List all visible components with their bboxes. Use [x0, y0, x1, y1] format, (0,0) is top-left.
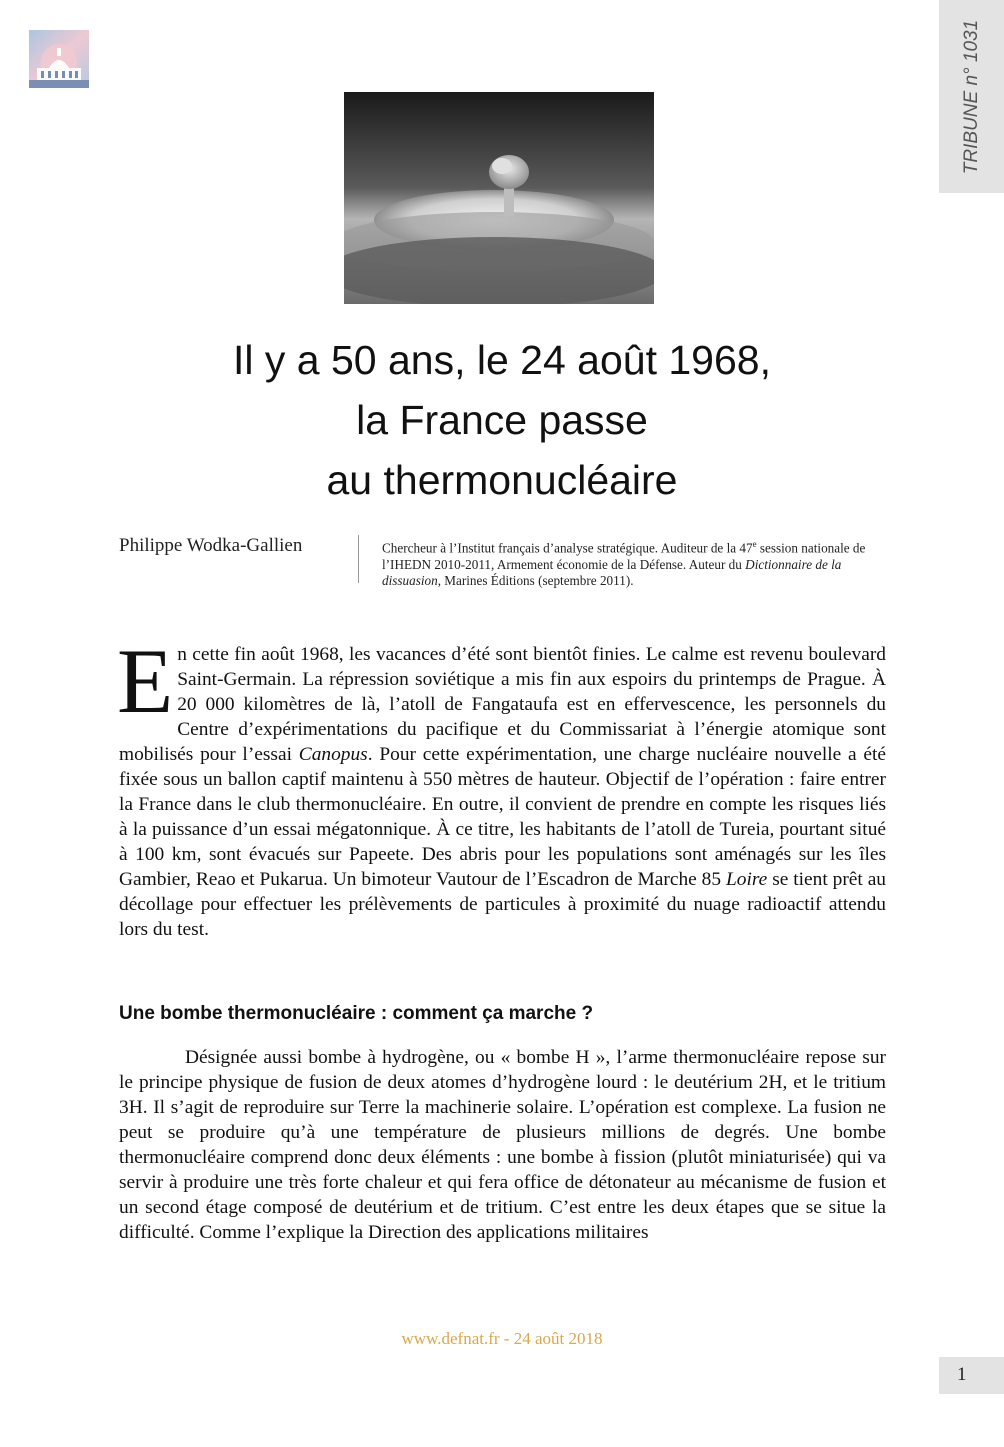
bio-book-title: Dictionnaire de la dissuasion [382, 556, 842, 589]
section-paragraph: Désignée aussi bombe à hydrogène, ou « bombe H », l’arme thermonucléaire repose sur le principe physique de fusion de deux atomes d’hydrogène lourd : le deutérium 2H, et le tritium 3H. Il s’agit de reproduire sur Terre la machinerie solaire. L’opération est complexe. La fusion ne peut se produire qu’à une température de plusieurs millions de degrés. Une bombe thermonucléaire comprend donc deux éléments : une bombe à fission (plutôt miniaturisée) qui va servir à produire une très forte chaleur et qui fera office de détonateur au mécanisme de fusion et un second étage composé de deutérium et de tritium. C’est entre les deux étapes que se situe la difficulté. Comme l’explique la Direction des applications militaires [119, 1047, 886, 1243]
mushroom-cloud-photo [344, 92, 654, 304]
title-line: au thermonucléaire [326, 457, 678, 503]
intro-paragraph [117, 630, 886, 942]
title-line: la France passe [356, 397, 648, 443]
intro-text: se tient prêt au décollage pour effectuer les prélèvements de particules à proximité du nuage radioactif attendu lors du test. [119, 869, 886, 940]
drop-cap: E [117, 630, 174, 732]
tribune-number-tab [939, 0, 1004, 193]
intro-text: n cette fin août 1968, les vacances d’été sont bientôt finies. Le calme est revenu boulevard Saint-Germain. La répression soviétique a mis fin aux espoirs du printemps de Prague. À 20 000 kilomètres de là, l’atoll de Fangataufa est en effervescence, les personnels du Centre d’expérimentations du pacifique et du Commissariat à l’énergie atomique sont mobilisés pour l’essai [119, 644, 886, 765]
bio-text: session nationale de l’IHEDN 2010-2011, Armement économie de la Défense. Auteur du [382, 540, 866, 572]
tribune-number: TRIBUNE n° 1031 [960, 19, 982, 174]
author-bio [382, 536, 888, 590]
author-divider [358, 535, 359, 583]
bio-text: , Marines Éditions (septembre 2011). [437, 573, 634, 589]
author-name: Philippe Wodka-Gallien [119, 535, 303, 556]
loire-name: Loire [725, 869, 768, 890]
institution-building-logo-icon [29, 30, 89, 88]
section-heading: Une bombe thermonucléaire : comment ça marche ? [119, 1003, 594, 1024]
bio-text: Chercheur à l’Institut français d’analyse stratégique. Auditeur de la 47 [382, 540, 753, 556]
canopus-name: Canopus [298, 744, 368, 765]
footer-link[interactable]: www.defnat.fr - 24 août 2018 [401, 1329, 603, 1348]
bio-superscript: e [752, 539, 757, 549]
title-line: Il y a 50 ans, le 24 août 1968, [233, 337, 771, 383]
intro-text: . Pour cette expérimentation, une charge nucléaire nouvelle a été fixée sous un ballon captif maintenu à 550 mètres de hauteur. Objectif de l’opération : faire entrer la France dans le club thermonucléaire. En outre, il convient de prendre en compte les risques liés à la puissance d’un essai mégatonnique. À ce titre, les habitants de l’atoll de Tureia, pourtant situé à 100 km, sont évacués sur Papeete. Des abris pour les populations sont aménagés sur les îles Gambier, Reao et Pukarua. Un bimoteur Vautour de l’Escadron de Marche 85 [119, 744, 886, 890]
article-title [100, 330, 904, 510]
page-number-tab [939, 1357, 1004, 1394]
page-number: 1 [957, 1364, 967, 1385]
